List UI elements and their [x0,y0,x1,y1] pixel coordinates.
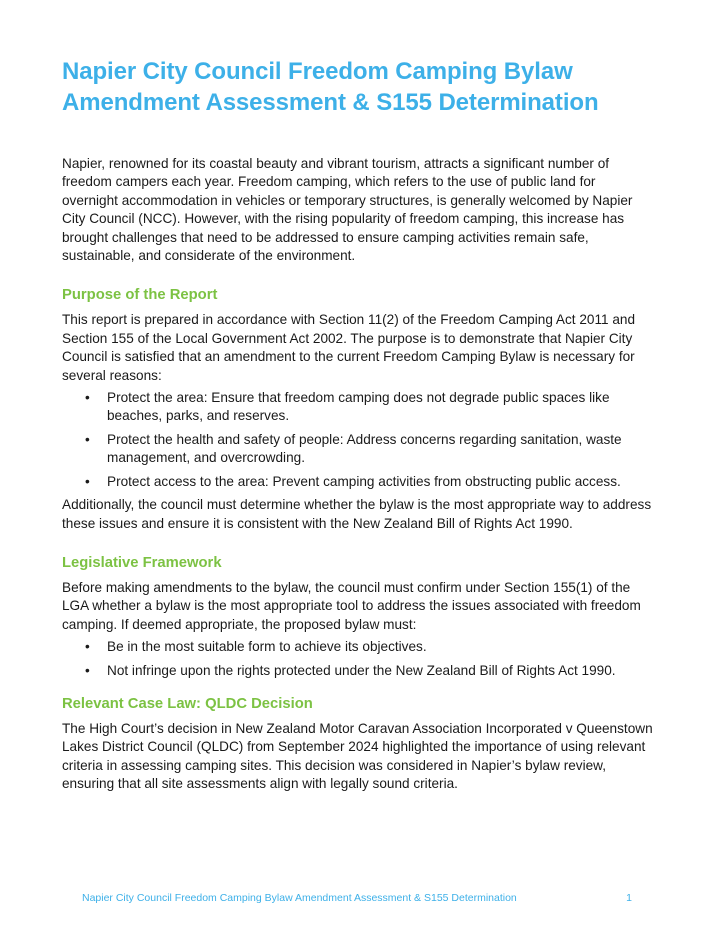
caselaw-section [62,695,654,794]
intro-paragraph: Napier, renowned for its coastal beauty and vibrant tourism, attracts a significant number of freedom campers each year. Freedom camping, which refers to the use of public land for overnight accommodation in vehicles or temporary structures, is generally welcomed by Napier City Council (NCC). However, with the rising popularity of freedom camping, this increase has brought challenges that need to be addressed to ensure camping activities remain safe, sustainable, and considerate of the environment. [62,156,633,264]
framework-heading: Legislative Framework [62,554,222,571]
framework-bullet-list [62,638,654,680]
purpose-section [62,286,654,532]
page-number: 1 [626,892,632,904]
footer-title: Napier City Council Freedom Camping Bylaw Amendment Assessment & S155 Determination [82,892,517,904]
list-item: • Protect the area: Ensure that freedom camping does not degrade public spaces like beaches, parks, and reserves. [85,390,610,424]
bullet-icon: • [85,662,90,678]
bullet-icon: • [85,431,90,447]
framework-body: Before making amendments to the bylaw, the council must confirm under Section 155(1) of the LGA whether a bylaw is the most appropriate tool to address the issues associated with freedom camping. If deemed appropriate, the proposed bylaw must: [62,579,641,632]
bullet-icon: • [85,639,90,655]
purpose-closing: Additionally, the council must determine whether the bylaw is the most appropriate way to address these issues and ensure it is consistent with the New Zealand Bill of Rights Act 1990. [62,497,652,531]
framework-section [62,554,654,680]
document-title: Napier City Council Freedom Camping Bylaw Amendment Assessment & S155 Determination [62,58,599,116]
caselaw-body: The High Court’s decision in New Zealand Motor Caravan Association Incorporated v Queenstown Lakes District Council (QLDC) from September 2024 highlighted the importance of using relevant criteria in assessing camping sites. This decision was considered in Napier’s bylaw review, ensuring that all site assessments align with legally sound criteria. [62,720,653,792]
purpose-bullet-list [62,389,654,491]
purpose-body: This report is prepared in accordance with Section 11(2) of the Freedom Camping Act 2011 and Section 155 of the Local Government Act 2002. The purpose is to demonstrate that Napier City Council is satisfied that an amendment to the current Freedom Camping Bylaw is necessary for several reasons: [62,312,636,383]
list-item: • Be in the most suitable form to achieve its objectives. [62,638,654,656]
purpose-heading: Purpose of the Report [62,287,218,304]
caselaw-heading: Relevant Case Law: QLDC Decision [62,695,313,712]
document-page [62,56,654,794]
bullet-icon: • [85,473,90,489]
bullet-icon: • [85,390,90,406]
list-item: • Protect the health and safety of people: Address concerns regarding sanitation, waste management, and overcrowding. [85,431,622,466]
list-item: • Not infringe upon the rights protected under the New Zealand Bill of Rights Act 1990. [62,662,654,680]
list-item: • Protect access to the area: Prevent camping activities from obstructing public access. [62,473,654,491]
page-footer [82,892,632,904]
